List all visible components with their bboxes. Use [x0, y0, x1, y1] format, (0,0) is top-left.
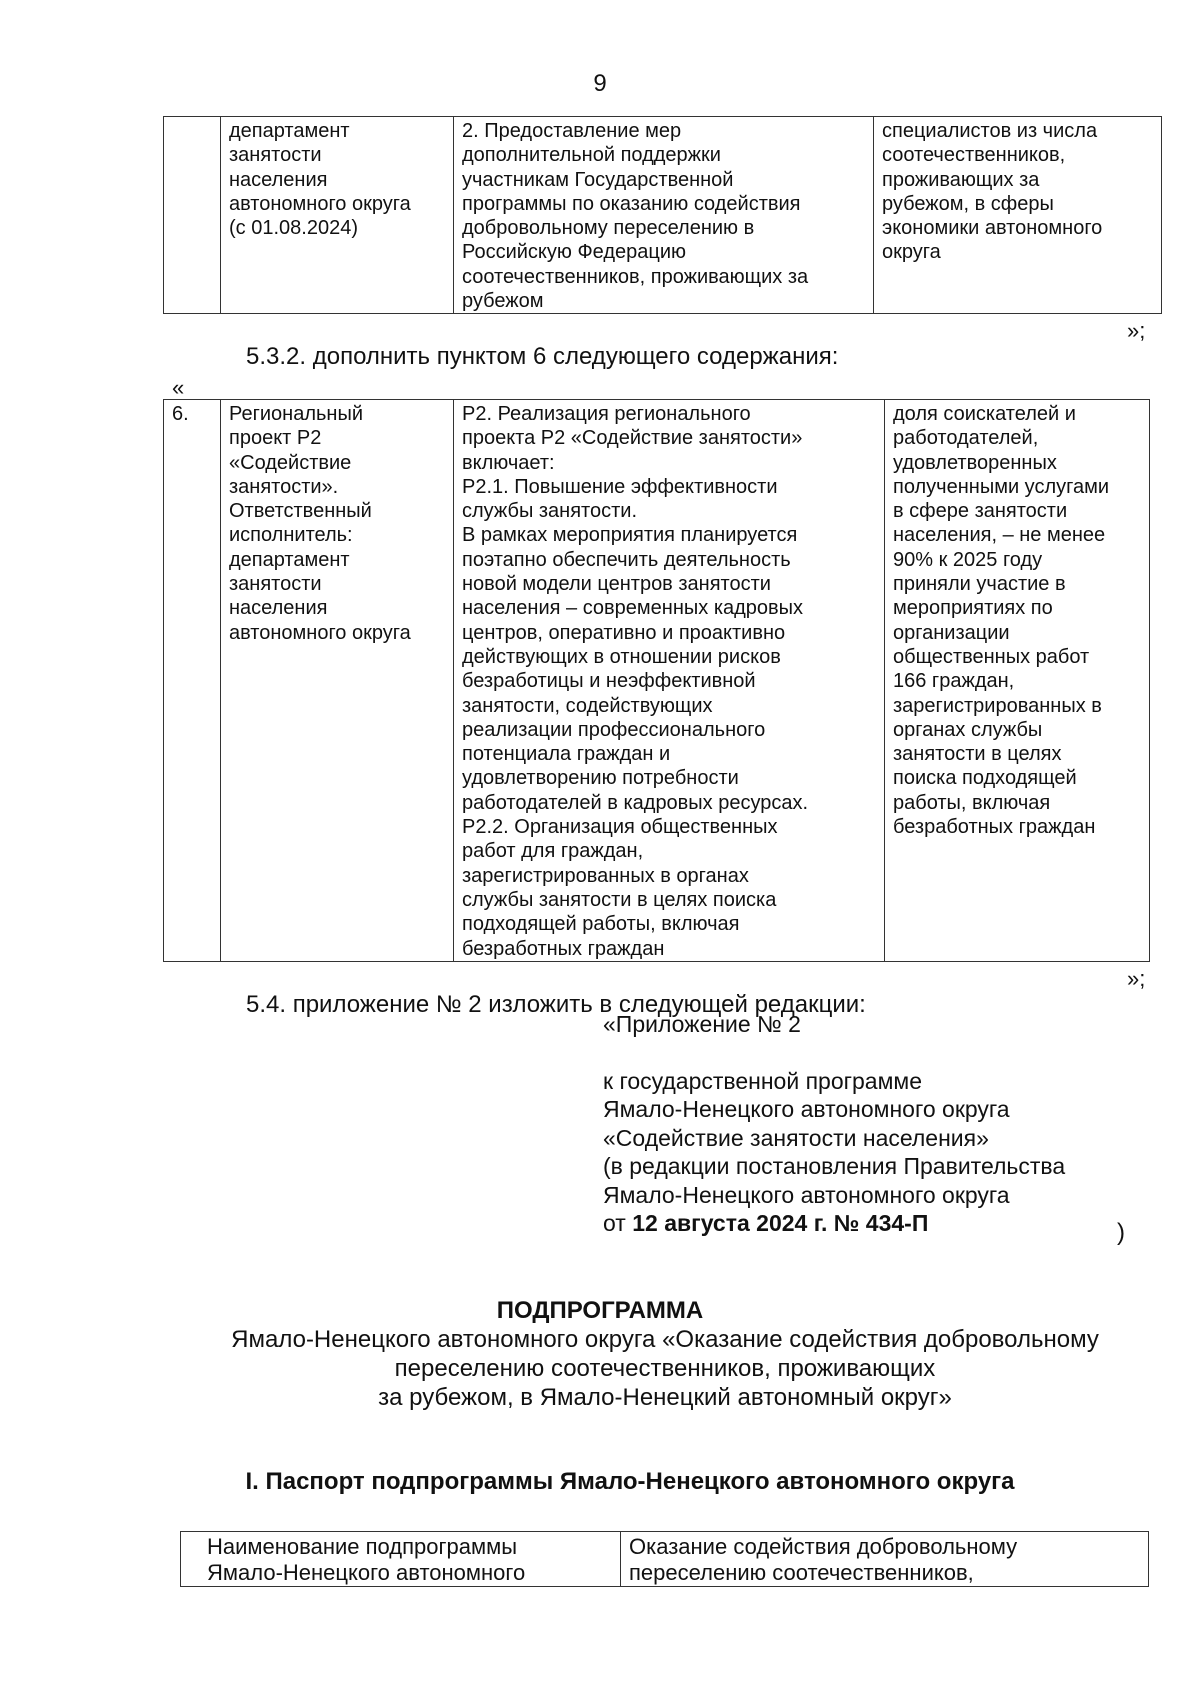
paragraph-5-3-2: 5.3.2. дополнить пунктом 6 следующего содержания: — [246, 343, 839, 370]
annex-line-3: «Содействие занятости населения» — [603, 1124, 989, 1151]
table-cell-project: Региональный проект Р2 «Содействие занятости». Ответственный исполнитель: департамент занятости населения автономного округа — [221, 400, 454, 962]
table-continuation — [163, 116, 1162, 314]
opening-quote: « — [172, 375, 185, 400]
closing-quote: »; — [1127, 966, 1146, 991]
annex-line-5: Ямало-Ненецкого автономного округа — [603, 1181, 1010, 1208]
annex-date-line — [603, 1209, 1065, 1238]
page-number: 9 — [593, 70, 607, 97]
table-item-6 — [163, 399, 1150, 962]
table-cell-content: Р2. Реализация регионального проекта Р2 «Содействие занятости» включает: Р2.1. Повышение эффективности службы занятости. В рамках мероприятия планируется поэтапно обеспечить деятельность новой модели центров занятости населения – современных кадровых центров, оперативно и проактивно действующих в отношении рисков безработицы и неэффективной занятости, содействующих реализации профессионального потенциала граждан и удовлетворению потребности работодателей в кадровых ресурсах. Р2.2. Организация общественных работ для граждан, зарегистрированных в органах службы занятости в целях поиска подходящей работы, включая безработных граждан — [454, 400, 885, 962]
passport-label-cell: Наименование подпрограммы Ямало-Ненецкого автономного — [181, 1532, 621, 1587]
table-row — [181, 1532, 1149, 1587]
table-cell-executor: департамент занятости населения автономного округа (с 01.08.2024) — [221, 117, 454, 314]
annex-line-4: (в редакции постановления Правительства — [603, 1153, 1066, 1179]
table-row — [164, 400, 1150, 962]
subtitle-line-3: за рубежом, в Ямало-Ненецкий автономный округ» — [378, 1384, 952, 1411]
annex-line-1: к государственной программе — [603, 1067, 923, 1094]
annex-close-paren: ) — [1117, 1219, 1125, 1246]
table-row — [164, 117, 1162, 314]
annex-header — [603, 1010, 1065, 1238]
closing-quote: »; — [1127, 318, 1146, 343]
subtitle-line-2: переселению соотечественников, проживающих — [394, 1355, 936, 1382]
annex-line-2: Ямало-Ненецкого автономного округа — [603, 1096, 1010, 1122]
subprogram-subtitle — [100, 1325, 1200, 1412]
table-cell-measure: 2. Предоставление мер дополнительной поддержки участникам Государственной программы по оказанию содействия добровольному переселению в Российскую Федерацию соотечественников, проживающих за рубежом — [454, 117, 874, 314]
paragraph-5-4: 5.4. приложение № 2 изложить в следующей редакции: — [246, 991, 866, 1018]
subtitle-line-1: Ямало-Ненецкого автономного округа «Оказание содействия добровольному — [231, 1326, 1099, 1353]
table-cell-result: доля соискателей и работодателей, удовлетворенных полученными услугами в сфере занятости населения, – не менее 90% к 2025 году приняли участие в мероприятиях по организации общественных работ 166 граждан, зарегистрированных в органах службы занятости в целях поиска подходящей работы, включая безработных граждан — [885, 400, 1150, 962]
passport-value-cell: Оказание содействия добровольному переселению соотечественников, — [621, 1532, 1149, 1587]
table-cell-result: специалистов из числа соотечественников, проживающих за рубежом, в сферы экономики автономного округа — [874, 117, 1162, 314]
annex-date: 12 августа 2024 г. № 434-П — [632, 1210, 929, 1236]
annex-title: «Приложение № 2 — [603, 1011, 801, 1037]
table-cell-number — [164, 117, 221, 314]
subprogram-title: ПОДПРОГРАММА — [496, 1297, 704, 1324]
passport-table — [180, 1531, 1149, 1587]
section-title: I. Паспорт подпрограммы Ямало-Ненецкого автономного округа — [245, 1468, 1015, 1495]
annex-from-label: от — [603, 1210, 626, 1236]
table-cell-number: 6. — [164, 400, 221, 962]
